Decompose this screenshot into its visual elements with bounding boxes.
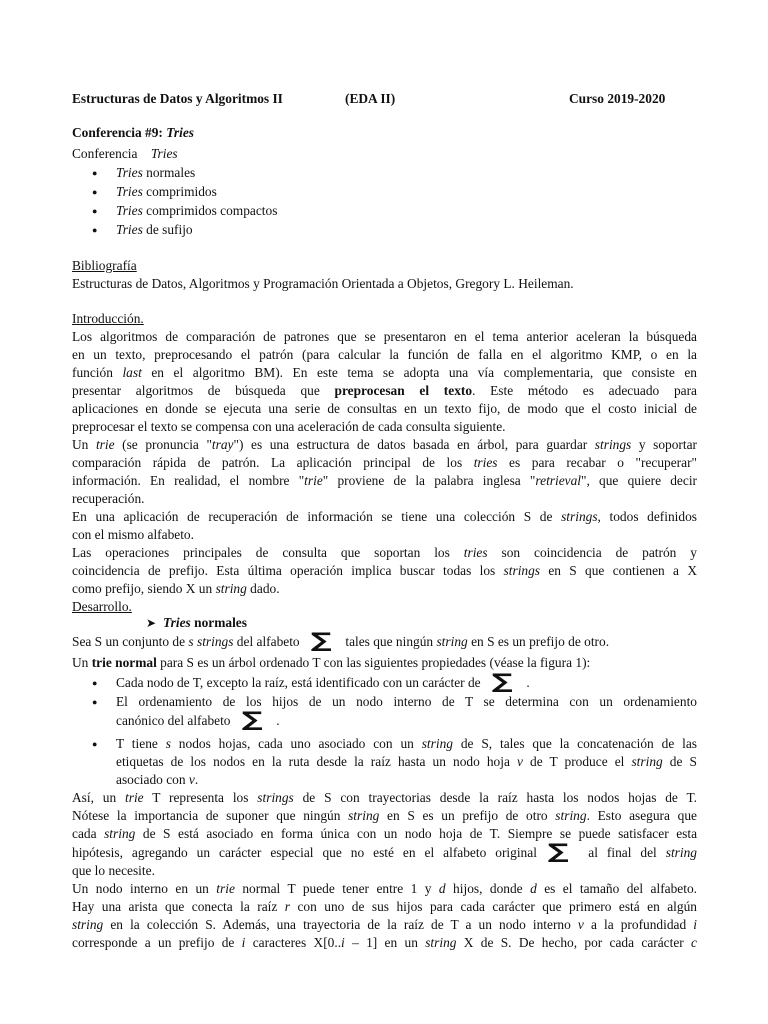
list-item: Cada nodo de T, excepto la raíz, está identificado con un carácter de ∑ . — [116, 669, 530, 693]
sigma-icon: ∑ — [547, 839, 569, 863]
bibliography-heading: Bibliografía — [72, 258, 137, 273]
paragraph-line: Los algoritmos de comparación de patrones que se presentaron en el tema anterior aceleran la búsqueda — [72, 329, 697, 344]
paragraph-line: Un trie (se pronuncia "tray") es una estructura de datos basada en árbol, para guardar strings y soportar — [72, 437, 697, 452]
course-year: Curso 2019-2020 — [569, 91, 666, 106]
paragraph-line: como prefijo, siendo X un string dado. — [72, 581, 280, 596]
conference-item: Tries comprimidos — [116, 184, 217, 199]
arrow-bullet-icon: ➤ — [146, 616, 157, 630]
bullet-icon: ● — [92, 697, 98, 707]
intro-heading: Introducción. — [72, 311, 144, 326]
paragraph-line: en un texto, preprocesando el patrón (para calcular la función de falla en el algoritmo KMP, o en la — [72, 347, 697, 362]
paragraph-line: preprocesar el texto se compensa con una aceleración de cada consulta siguiente. — [72, 419, 506, 434]
bullet-icon: ● — [92, 225, 98, 235]
paragraph-line: En una aplicación de recuperación de información se tiene una colección S de strings, todos definidos — [72, 509, 697, 524]
conference-item: Tries de sufijo — [116, 222, 193, 237]
paragraph-line: función last en el algoritmo BM). En este tema se adopta una vía complementaria, que consiste en — [72, 365, 697, 380]
paragraph-line: Nótese la importancia de suponer que ningún string en S es un prefijo de otro string. Esto asegura que — [72, 808, 697, 823]
paragraph-line: aplicaciones en donde se ejecuta una serie de consultas en un texto fijo, de modo que el costo inicial de — [72, 401, 697, 416]
course-code: (EDA II) — [345, 91, 396, 106]
paragraph-line: hipótesis, agregando un carácter especial que no esté en el alfabeto original ∑ al final del string — [72, 839, 697, 863]
paragraph-line: Sea S un conjunto de s strings del alfabeto ∑ tales que ningún string en S es un prefijo de otro. — [72, 628, 610, 652]
paragraph-line: Así, un trie T representa los strings de S con trayectorias desde la raíz hasta los nodos hojas de T. — [72, 790, 697, 805]
paragraph-line: coincidencia de prefijo. Esta última operación implica buscar todas los strings en S que contienen a X — [72, 563, 697, 578]
bullet-icon: ● — [92, 206, 98, 216]
paragraph-line: con el mismo alfabeto. — [72, 527, 194, 542]
bibliography-text: Estructuras de Datos, Algoritmos y Programación Orientada a Objetos, Gregory L. Heileman. — [72, 276, 574, 291]
conference-subtitle: Conferencia Tries — [72, 146, 178, 161]
paragraph-line: Un trie normal para S es un árbol ordenado T con las siguientes propiedades (véase la figura 1): — [72, 655, 591, 670]
course-title: Estructuras de Datos y Algoritmos II — [72, 91, 283, 106]
list-item: T tiene s nodos hojas, cada uno asociado con un string de S, tales que la concatenación de las — [116, 736, 698, 751]
conference-title: Conferencia #9: Tries — [72, 125, 194, 140]
paragraph-line: Las operaciones principales de consulta que soportan los tries son coincidencia de patrón y — [72, 545, 697, 560]
paragraph-line: presentar algoritmos de búsqueda que preprocesan el texto. Este método es adecuado para — [72, 383, 697, 398]
paragraph-line: información. En realidad, el nombre "trie" proviene de la palabra inglesa "retrieval", que quiere decir — [72, 473, 697, 488]
list-item-cont: etiquetas de los nodos en la ruta desde la raíz hasta un nodo hoja v de T produce el string de S — [116, 754, 697, 769]
sigma-icon: ∑ — [241, 707, 263, 731]
list-item-cont: canónico del alfabeto ∑ . — [116, 707, 280, 731]
sigma-icon: ∑ — [491, 669, 513, 693]
bullet-icon: ● — [92, 187, 98, 197]
list-item-cont: asociado con v. — [116, 772, 199, 787]
bullet-icon: ● — [92, 678, 98, 688]
paragraph-line: Hay una arista que conecta la raíz r con uno de sus hijos para cada carácter que primero está en algún — [72, 899, 697, 914]
paragraph-line: string en la colección S. Además, una trayectoria de la raíz de T a un nodo interno v a la profundidad i — [72, 917, 698, 932]
conference-item: Tries normales — [116, 165, 196, 180]
list-item: El ordenamiento de los hijos de un nodo interno de T se determina con un ordenamiento — [116, 694, 697, 709]
bullet-icon: ● — [92, 739, 98, 749]
bullet-icon: ● — [92, 168, 98, 178]
paragraph-line: recuperación. — [72, 491, 145, 506]
paragraph-line: comparación rápida de patrón. La aplicación principal de los tries es para recabar o "recuperar" — [72, 455, 697, 470]
paragraph-line: que lo necesite. — [72, 863, 155, 878]
conference-item: Tries comprimidos compactos — [116, 203, 278, 218]
paragraph-line: corresponde a un prefijo de i caracteres X[0..i – 1] en un string X de S. De hecho, por cada carácter c — [72, 935, 697, 950]
section-title: Tries normales — [163, 615, 247, 630]
paragraph-line: Un nodo interno en un trie normal T puede tener entre 1 y d hijos, donde d es el tamaño del alfabeto. — [72, 881, 698, 896]
development-heading: Desarrollo. — [72, 599, 132, 614]
sigma-icon: ∑ — [310, 628, 332, 652]
paragraph-line: cada string de S está asociado en forma única con un nodo hoja de T. Siempre se puede satisfacer esta — [72, 826, 698, 841]
